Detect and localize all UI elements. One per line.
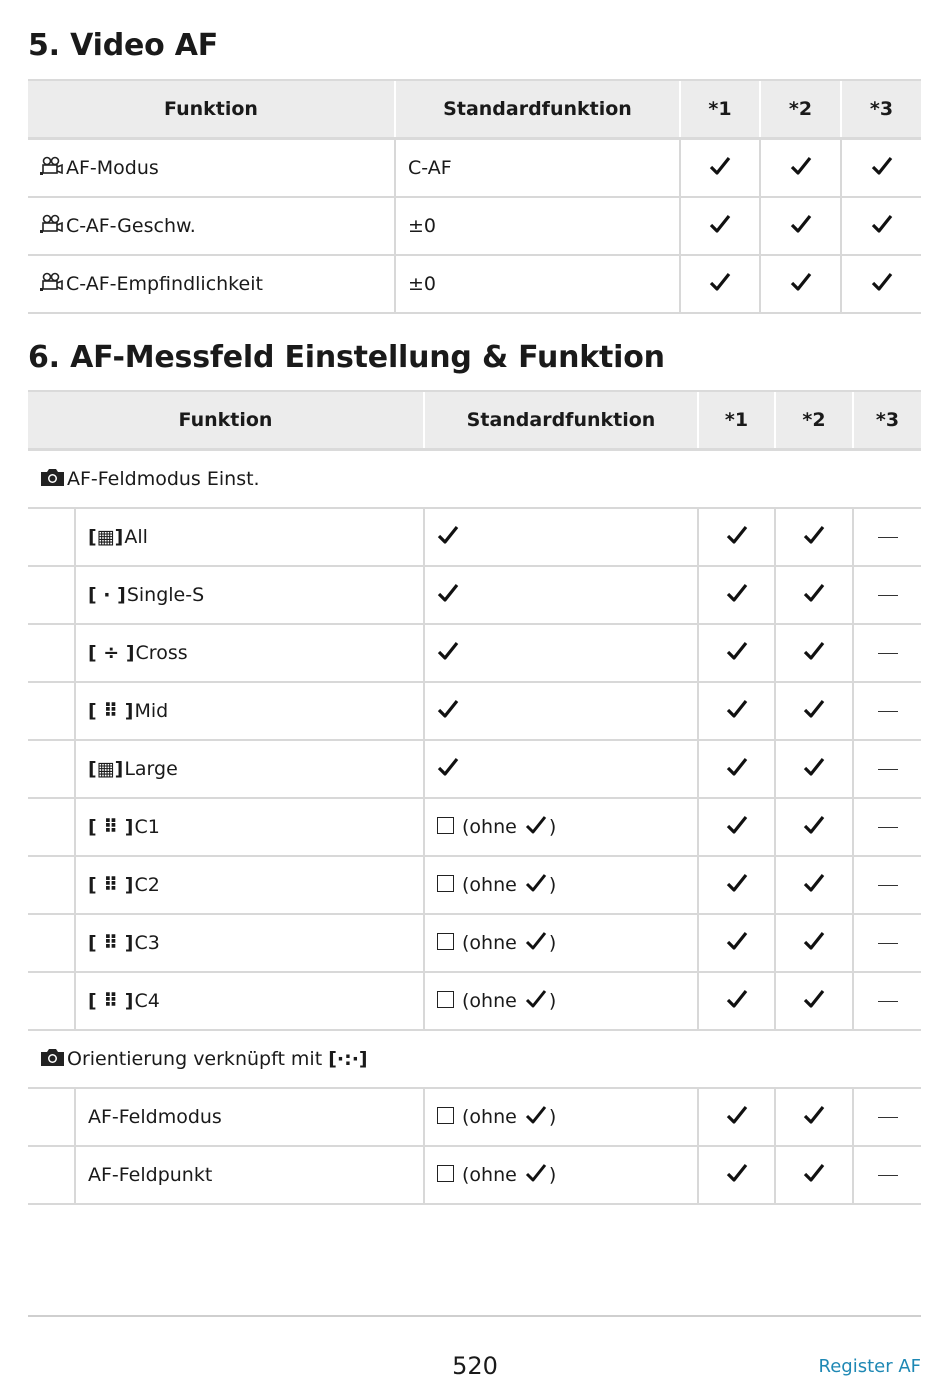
table-row — [28, 139, 921, 198]
dash-icon — [878, 1117, 898, 1119]
check-icon — [726, 1105, 748, 1130]
af-area-mark: [ ⠿ ] — [88, 874, 134, 897]
row-label: AF-Feldpunkt — [88, 1164, 213, 1186]
check-icon — [525, 815, 547, 840]
check-icon — [803, 583, 825, 608]
check-icon — [803, 931, 825, 956]
row-default: (ohne ) — [424, 914, 698, 972]
af-area-mark: [ ⠿ ] — [88, 700, 134, 723]
table-row — [28, 624, 921, 682]
dash-icon — [878, 769, 898, 771]
table-row — [28, 566, 921, 624]
page-number: 520 — [452, 1352, 498, 1380]
movie-camera-icon — [40, 214, 64, 239]
row-label: C1 — [134, 815, 160, 838]
unchecked-box-icon — [437, 933, 454, 950]
table-row — [28, 682, 921, 740]
table-row — [28, 856, 921, 914]
header-star3: *3 — [853, 391, 921, 450]
row-default: (ohne ) — [424, 798, 698, 856]
row-label: All — [124, 525, 148, 548]
check-icon — [803, 699, 825, 724]
row-label: Large — [124, 757, 178, 780]
row-label: AF-Modus — [66, 156, 159, 179]
check-icon — [726, 641, 748, 666]
af-messfeld-table — [28, 390, 921, 1205]
group-label: AF-Feldmodus Einst. — [67, 467, 260, 490]
row-default — [424, 624, 698, 682]
header-star1: *1 — [680, 80, 760, 139]
dash-icon — [878, 595, 898, 597]
table-row — [28, 1088, 921, 1146]
check-icon — [803, 1105, 825, 1130]
table-row — [28, 798, 921, 856]
check-icon — [525, 931, 547, 956]
table-row — [28, 255, 921, 313]
row-default: (ohne ) — [424, 1088, 698, 1146]
check-icon — [790, 214, 812, 239]
af-area-mark: [ ⠿ ] — [88, 990, 134, 1013]
check-icon — [437, 583, 459, 608]
group-row — [28, 450, 921, 509]
section-title-video-af: 5. Video AF — [28, 28, 219, 63]
dash-icon — [878, 1175, 898, 1177]
dash-icon — [878, 827, 898, 829]
row-label: C-AF-Empfindlichkeit — [66, 272, 263, 295]
check-icon — [803, 1163, 825, 1188]
check-icon — [709, 156, 731, 181]
check-icon — [790, 156, 812, 181]
table-header-row — [28, 80, 921, 139]
check-icon — [726, 699, 748, 724]
dash-icon — [878, 943, 898, 945]
header-star2: *2 — [775, 391, 853, 450]
header-star2: *2 — [760, 80, 841, 139]
check-icon — [871, 156, 893, 181]
check-icon — [726, 583, 748, 608]
row-label: C-AF-Geschw. — [66, 214, 196, 237]
table-row — [28, 508, 921, 566]
check-icon — [525, 873, 547, 898]
check-icon — [871, 272, 893, 297]
check-icon — [871, 214, 893, 239]
check-icon — [525, 1105, 547, 1130]
camera-icon — [40, 1047, 65, 1072]
check-icon — [525, 989, 547, 1014]
check-icon — [437, 641, 459, 666]
row-default — [424, 566, 698, 624]
footer-divider — [28, 1315, 921, 1317]
table-row — [28, 972, 921, 1030]
row-label: C2 — [134, 873, 160, 896]
header-funktion: Funktion — [28, 80, 395, 139]
row-default: ±0 — [395, 197, 680, 255]
check-icon — [803, 641, 825, 666]
check-icon — [709, 214, 731, 239]
row-default — [424, 740, 698, 798]
header-star1: *1 — [698, 391, 775, 450]
row-default: (ohne ) — [424, 1146, 698, 1204]
unchecked-box-icon — [437, 817, 454, 834]
register-af-link[interactable]: Register AF — [818, 1356, 921, 1377]
dash-icon — [878, 885, 898, 887]
header-standardfunktion: Standardfunktion — [395, 80, 680, 139]
unchecked-box-icon — [437, 875, 454, 892]
row-default — [424, 682, 698, 740]
af-area-mark: [ ÷ ] — [88, 642, 135, 665]
table-row — [28, 914, 921, 972]
row-label: C3 — [134, 931, 160, 954]
movie-camera-icon — [40, 272, 64, 297]
dash-icon — [878, 537, 898, 539]
check-icon — [790, 272, 812, 297]
af-area-mark: [ ⠿ ] — [88, 932, 134, 955]
video-af-table — [28, 79, 921, 314]
table-row — [28, 197, 921, 255]
check-icon — [803, 815, 825, 840]
movie-camera-icon — [40, 156, 64, 181]
row-default: (ohne ) — [424, 972, 698, 1030]
check-icon — [803, 989, 825, 1014]
unchecked-box-icon — [437, 1165, 454, 1182]
check-icon — [726, 815, 748, 840]
unchecked-box-icon — [437, 1107, 454, 1124]
table-row — [28, 1146, 921, 1204]
check-icon — [726, 931, 748, 956]
header-standardfunktion: Standardfunktion — [424, 391, 698, 450]
check-icon — [437, 757, 459, 782]
af-target-mark: [·:·] — [328, 1048, 368, 1070]
camera-icon — [40, 467, 65, 492]
row-label: C4 — [134, 989, 160, 1012]
check-icon — [803, 757, 825, 782]
row-label: Mid — [134, 699, 169, 722]
header-funktion: Funktion — [28, 391, 424, 450]
dash-icon — [878, 1001, 898, 1003]
row-default — [424, 508, 698, 566]
check-icon — [726, 757, 748, 782]
dash-icon — [878, 711, 898, 713]
check-icon — [437, 699, 459, 724]
af-area-mark: [ · ] — [88, 584, 126, 607]
af-area-mark: [▦] — [88, 526, 124, 549]
af-area-mark: [ ⠿ ] — [88, 816, 134, 839]
header-star3: *3 — [841, 80, 921, 139]
section-title-af-messfeld: 6. AF-Messfeld Einstellung & Funktion — [28, 340, 665, 375]
unchecked-box-icon — [437, 991, 454, 1008]
row-default: ±0 — [395, 255, 680, 313]
table-row — [28, 740, 921, 798]
row-label: Single-S — [126, 583, 205, 606]
check-icon — [726, 525, 748, 550]
row-label: AF-Feldmodus — [88, 1106, 222, 1128]
check-icon — [726, 989, 748, 1014]
table-header-row — [28, 391, 921, 450]
row-default: C-AF — [395, 139, 680, 198]
check-icon — [726, 873, 748, 898]
af-area-mark: [▦] — [88, 758, 124, 781]
dash-icon — [878, 653, 898, 655]
check-icon — [525, 1163, 547, 1188]
check-icon — [803, 525, 825, 550]
check-icon — [437, 525, 459, 550]
check-icon — [726, 1163, 748, 1188]
row-label: Cross — [135, 641, 188, 664]
group-row — [28, 1030, 921, 1088]
check-icon — [803, 873, 825, 898]
row-default: (ohne ) — [424, 856, 698, 914]
group-label: Orientierung verknüpft mit — [67, 1047, 323, 1070]
check-icon — [709, 272, 731, 297]
